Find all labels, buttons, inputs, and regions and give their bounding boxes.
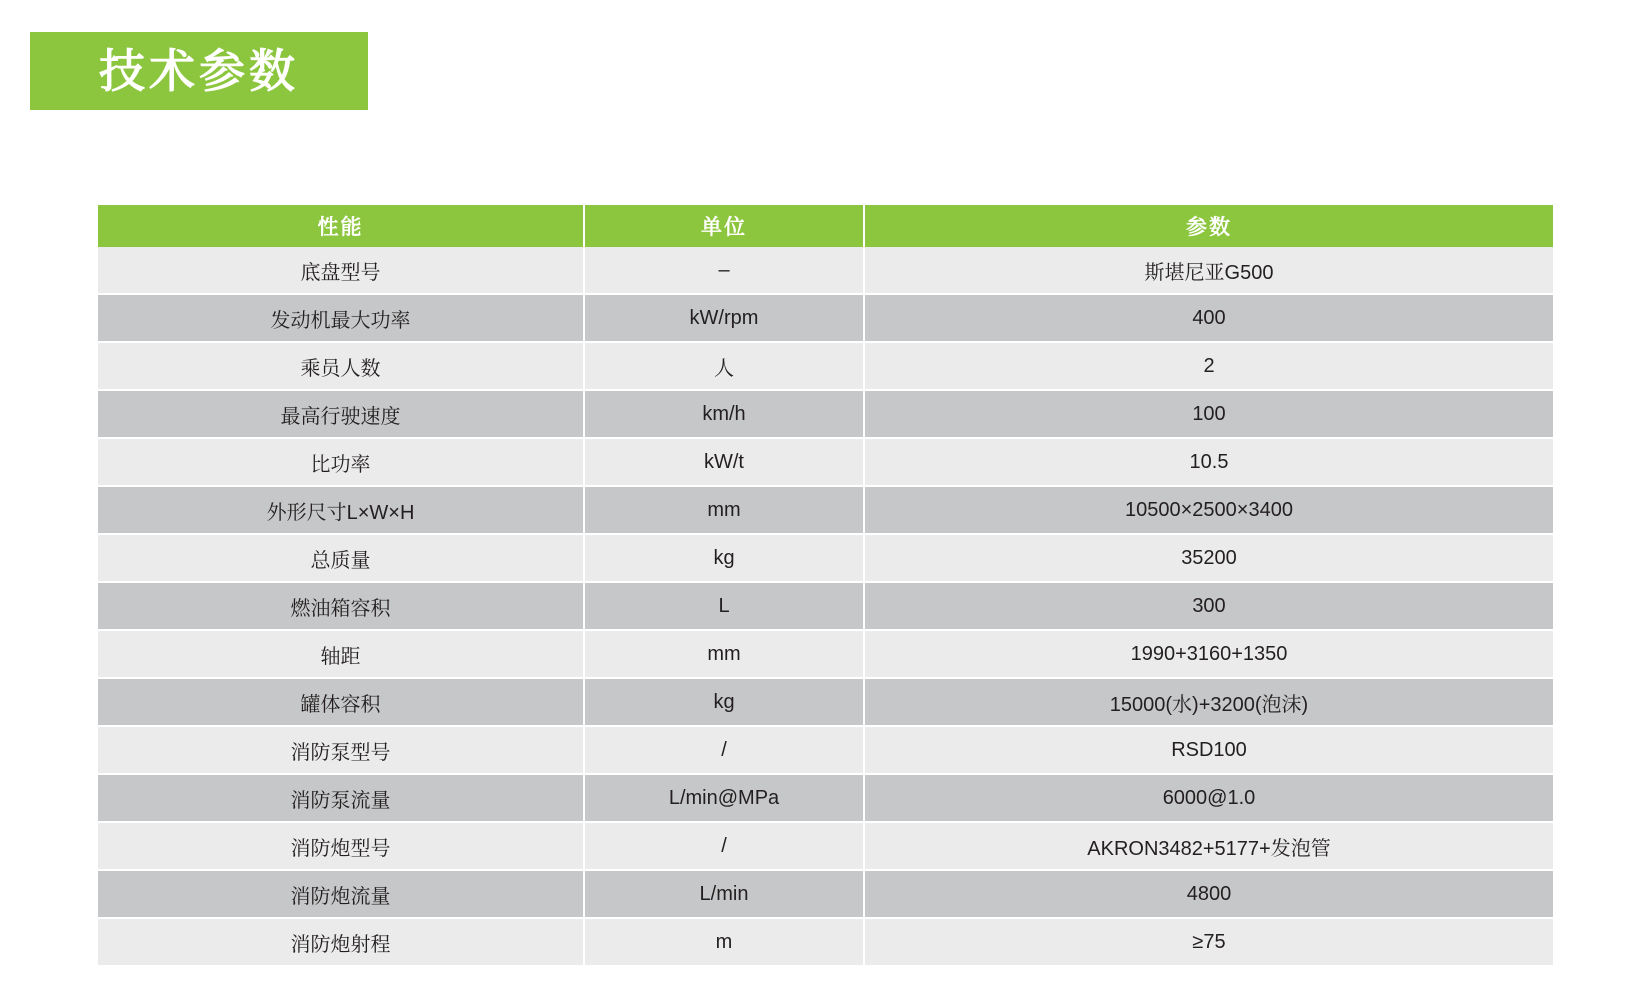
cell-unit: kg	[584, 534, 864, 582]
table-row	[98, 918, 1553, 965]
cell-parameter: 400	[864, 294, 1553, 342]
cell-performance: 消防炮型号	[98, 822, 584, 870]
column-header-parameter: 参数	[864, 205, 1553, 247]
table-row	[98, 630, 1553, 678]
table-row	[98, 486, 1553, 534]
table-row	[98, 438, 1553, 486]
cell-performance: 消防炮射程	[98, 918, 584, 965]
table-row	[98, 726, 1553, 774]
cell-parameter: 2	[864, 342, 1553, 390]
spec-table-container	[98, 205, 1553, 965]
cell-parameter: 10500×2500×3400	[864, 486, 1553, 534]
column-header-unit: 单位	[584, 205, 864, 247]
cell-performance: 罐体容积	[98, 678, 584, 726]
table-header-row	[98, 205, 1553, 247]
table-row	[98, 534, 1553, 582]
cell-parameter: 1990+3160+1350	[864, 630, 1553, 678]
cell-unit: kg	[584, 678, 864, 726]
cell-performance: 乘员人数	[98, 342, 584, 390]
cell-performance: 底盘型号	[98, 247, 584, 294]
cell-unit: L	[584, 582, 864, 630]
technical-parameters-table	[98, 205, 1553, 965]
cell-unit: m	[584, 918, 864, 965]
section-title-banner	[30, 32, 368, 110]
cell-unit: mm	[584, 486, 864, 534]
cell-performance: 比功率	[98, 438, 584, 486]
table-row	[98, 582, 1553, 630]
cell-parameter: 10.5	[864, 438, 1553, 486]
cell-parameter: 35200	[864, 534, 1553, 582]
cell-performance: 轴距	[98, 630, 584, 678]
cell-performance: 发动机最大功率	[98, 294, 584, 342]
table-row	[98, 294, 1553, 342]
cell-performance: 最高行驶速度	[98, 390, 584, 438]
table-row	[98, 247, 1553, 294]
cell-performance: 消防泵型号	[98, 726, 584, 774]
cell-parameter: 斯堪尼亚G500	[864, 247, 1553, 294]
cell-performance: 外形尺寸L×W×H	[98, 486, 584, 534]
cell-parameter: 6000@1.0	[864, 774, 1553, 822]
page-title: 技术参数	[99, 45, 299, 97]
cell-parameter: 100	[864, 390, 1553, 438]
cell-parameter: 300	[864, 582, 1553, 630]
cell-parameter: RSD100	[864, 726, 1553, 774]
cell-unit: mm	[584, 630, 864, 678]
cell-performance: 消防泵流量	[98, 774, 584, 822]
table-row	[98, 870, 1553, 918]
cell-unit: kW/t	[584, 438, 864, 486]
cell-performance: 消防炮流量	[98, 870, 584, 918]
cell-parameter: ≥75	[864, 918, 1553, 965]
cell-performance: 总质量	[98, 534, 584, 582]
cell-unit: /	[584, 822, 864, 870]
cell-unit: L/min@MPa	[584, 774, 864, 822]
cell-unit: –	[584, 247, 864, 294]
cell-parameter: AKRON3482+5177+发泡管	[864, 822, 1553, 870]
table-row	[98, 678, 1553, 726]
cell-parameter: 4800	[864, 870, 1553, 918]
table-row	[98, 774, 1553, 822]
cell-performance: 燃油箱容积	[98, 582, 584, 630]
table-row	[98, 822, 1553, 870]
cell-parameter: 15000(水)+3200(泡沫)	[864, 678, 1553, 726]
table-header	[98, 205, 1553, 247]
cell-unit: /	[584, 726, 864, 774]
cell-unit: km/h	[584, 390, 864, 438]
table-row	[98, 390, 1553, 438]
table-row	[98, 342, 1553, 390]
cell-unit: 人	[584, 342, 864, 390]
cell-unit: L/min	[584, 870, 864, 918]
cell-unit: kW/rpm	[584, 294, 864, 342]
column-header-performance: 性能	[98, 205, 584, 247]
table-body	[98, 247, 1553, 965]
